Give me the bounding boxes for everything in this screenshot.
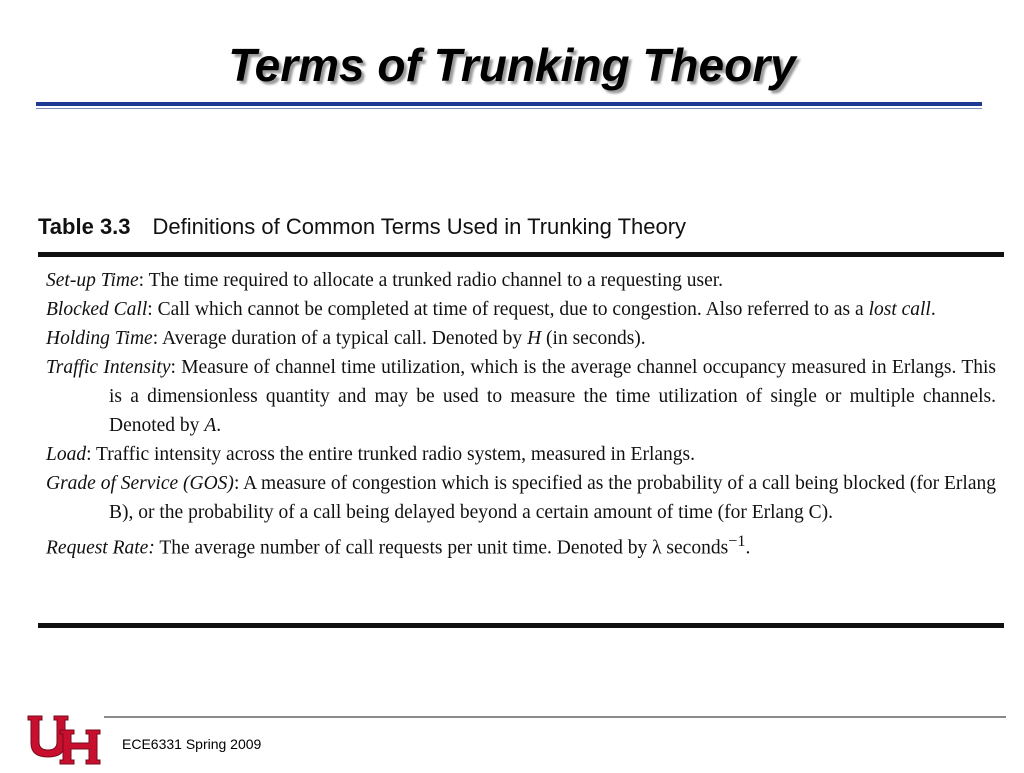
definition-grade-of-service: Grade of Service (GOS): A measure of congestion which is specified as the probability of a call being blocked (for Erlang B), or the probability of a call being delayed beyond a certain amount of time (for Erlang C). [46, 473, 997, 523]
table-bottom-rule [38, 623, 1004, 628]
definition-blocked-call: Blocked Call: Call which cannot be completed at time of request, due to congestion. Also referred to as a lost call. [46, 299, 936, 320]
definition-term: Holding Time [46, 328, 153, 349]
definition-term: Request Rate: [46, 537, 155, 559]
title-divider-thin [36, 108, 982, 109]
uh-logo-icon [24, 712, 104, 768]
definition-term: Blocked Call [46, 299, 148, 320]
footer-course: ECE6331 Spring 2009 [122, 736, 262, 752]
definition-term: Load [46, 444, 87, 465]
definition-holding-time: Holding Time: Average duration of a typical call. Denoted by H (in seconds). [46, 328, 646, 349]
definition-term: Grade of Service (GOS) [46, 473, 234, 494]
definition-request-rate: Request Rate: The average number of call requests per unit time. Denoted by λ seconds$^{-1}$. [46, 532, 751, 559]
definition-traffic-intensity: Traffic Intensity: Measure of channel time utilization, which is the average channel occupancy measured in Erlangs. This is a dimensionless quantity and may be used to measure the time utilization of single or multiple channels. Denoted by A. [46, 357, 996, 436]
definitions-list [46, 266, 996, 563]
definition-setup-time: Set-up Time: The time required to allocate a trunked radio channel to a requesting user. [46, 270, 724, 291]
table-label: Table 3.3 [38, 214, 131, 239]
table-caption [38, 214, 686, 240]
definition-load: Load: Traffic intensity across the entire trunked radio system, measured in Erlangs. [46, 444, 695, 465]
footer-divider [104, 716, 1006, 718]
slide-title: Terms of Trunking Theory [228, 39, 796, 91]
title-divider [36, 102, 982, 106]
definition-term: Set-up Time [46, 270, 139, 291]
definition-term: Traffic Intensity [46, 357, 171, 378]
table-caption-text: Definitions of Common Terms Used in Trunking Theory [152, 214, 687, 239]
table-top-rule [38, 252, 1004, 257]
